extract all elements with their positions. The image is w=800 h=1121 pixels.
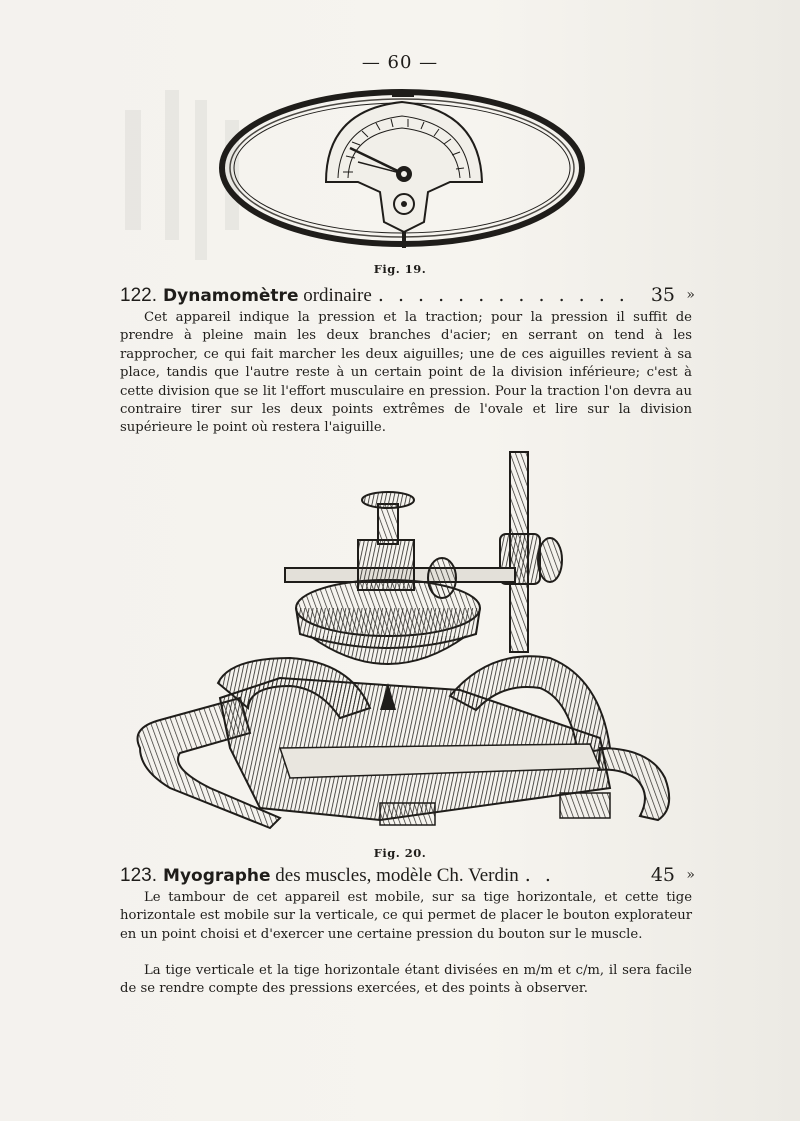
dynamometer-illustration <box>218 82 590 260</box>
item-122-leader-dots: . . . . . . . . . . . . . <box>377 284 629 306</box>
item-122-mark: » <box>686 287 695 303</box>
item-122-description: ordinaire <box>298 285 372 306</box>
myograph-illustration <box>130 448 678 838</box>
item-122-price: 35 <box>650 284 675 306</box>
figure-19-caption: Fig. 19. <box>373 262 427 276</box>
page-number: — 60 — <box>361 52 439 73</box>
item-123-heading <box>120 863 695 887</box>
item-122-heading <box>120 283 695 307</box>
item-123-description: des muscles, modèle Ch. Verdin <box>270 865 519 886</box>
figure-20-caption: Fig. 20. <box>373 846 427 860</box>
item-123-paragraph-2: La tige verticale et la tige horizontale étant divisées en m/m et c/m, il sera facile de se rendre compte des pressions exercées, et des points à observer. <box>120 963 692 997</box>
item-122-paragraph: Cet appareil indique la pression et la traction; pour la pression il suffit de prendre à pleine main les deux branches d'acier; en serrant on tend à les rapprocher, ce qui fait marcher les deux aiguilles; une de ces aiguilles revient à sa place, tandis que l'autre reste à un certain point de la division inférieure; c'est à cette division que se lit l'effort musculaire en pression. Pour la traction l'on devra au contraire tirer sur les deux points extrêmes de l'ovale et lire sur la division supérieure le point où restera l'aiguille. <box>120 310 692 436</box>
item-123-mark: » <box>686 867 695 883</box>
item-123-number: 123. <box>120 865 157 886</box>
item-122-name: Dynamomètre <box>163 286 299 306</box>
item-123-price: 45 <box>650 864 675 886</box>
item-122-number: 122. <box>120 285 157 306</box>
item-123-name: Myographe <box>163 866 271 886</box>
item-123-paragraph-1: Le tambour de cet appareil est mobile, sur sa tige horizontale, et cette tige horizontale est mobile sur la verticale, ce qui permet de placer le bouton explorateur en un point choisi et d'exercer une certaine pression du bouton sur le muscle. <box>120 890 692 942</box>
item-123-leader-dots: . . <box>524 864 555 886</box>
